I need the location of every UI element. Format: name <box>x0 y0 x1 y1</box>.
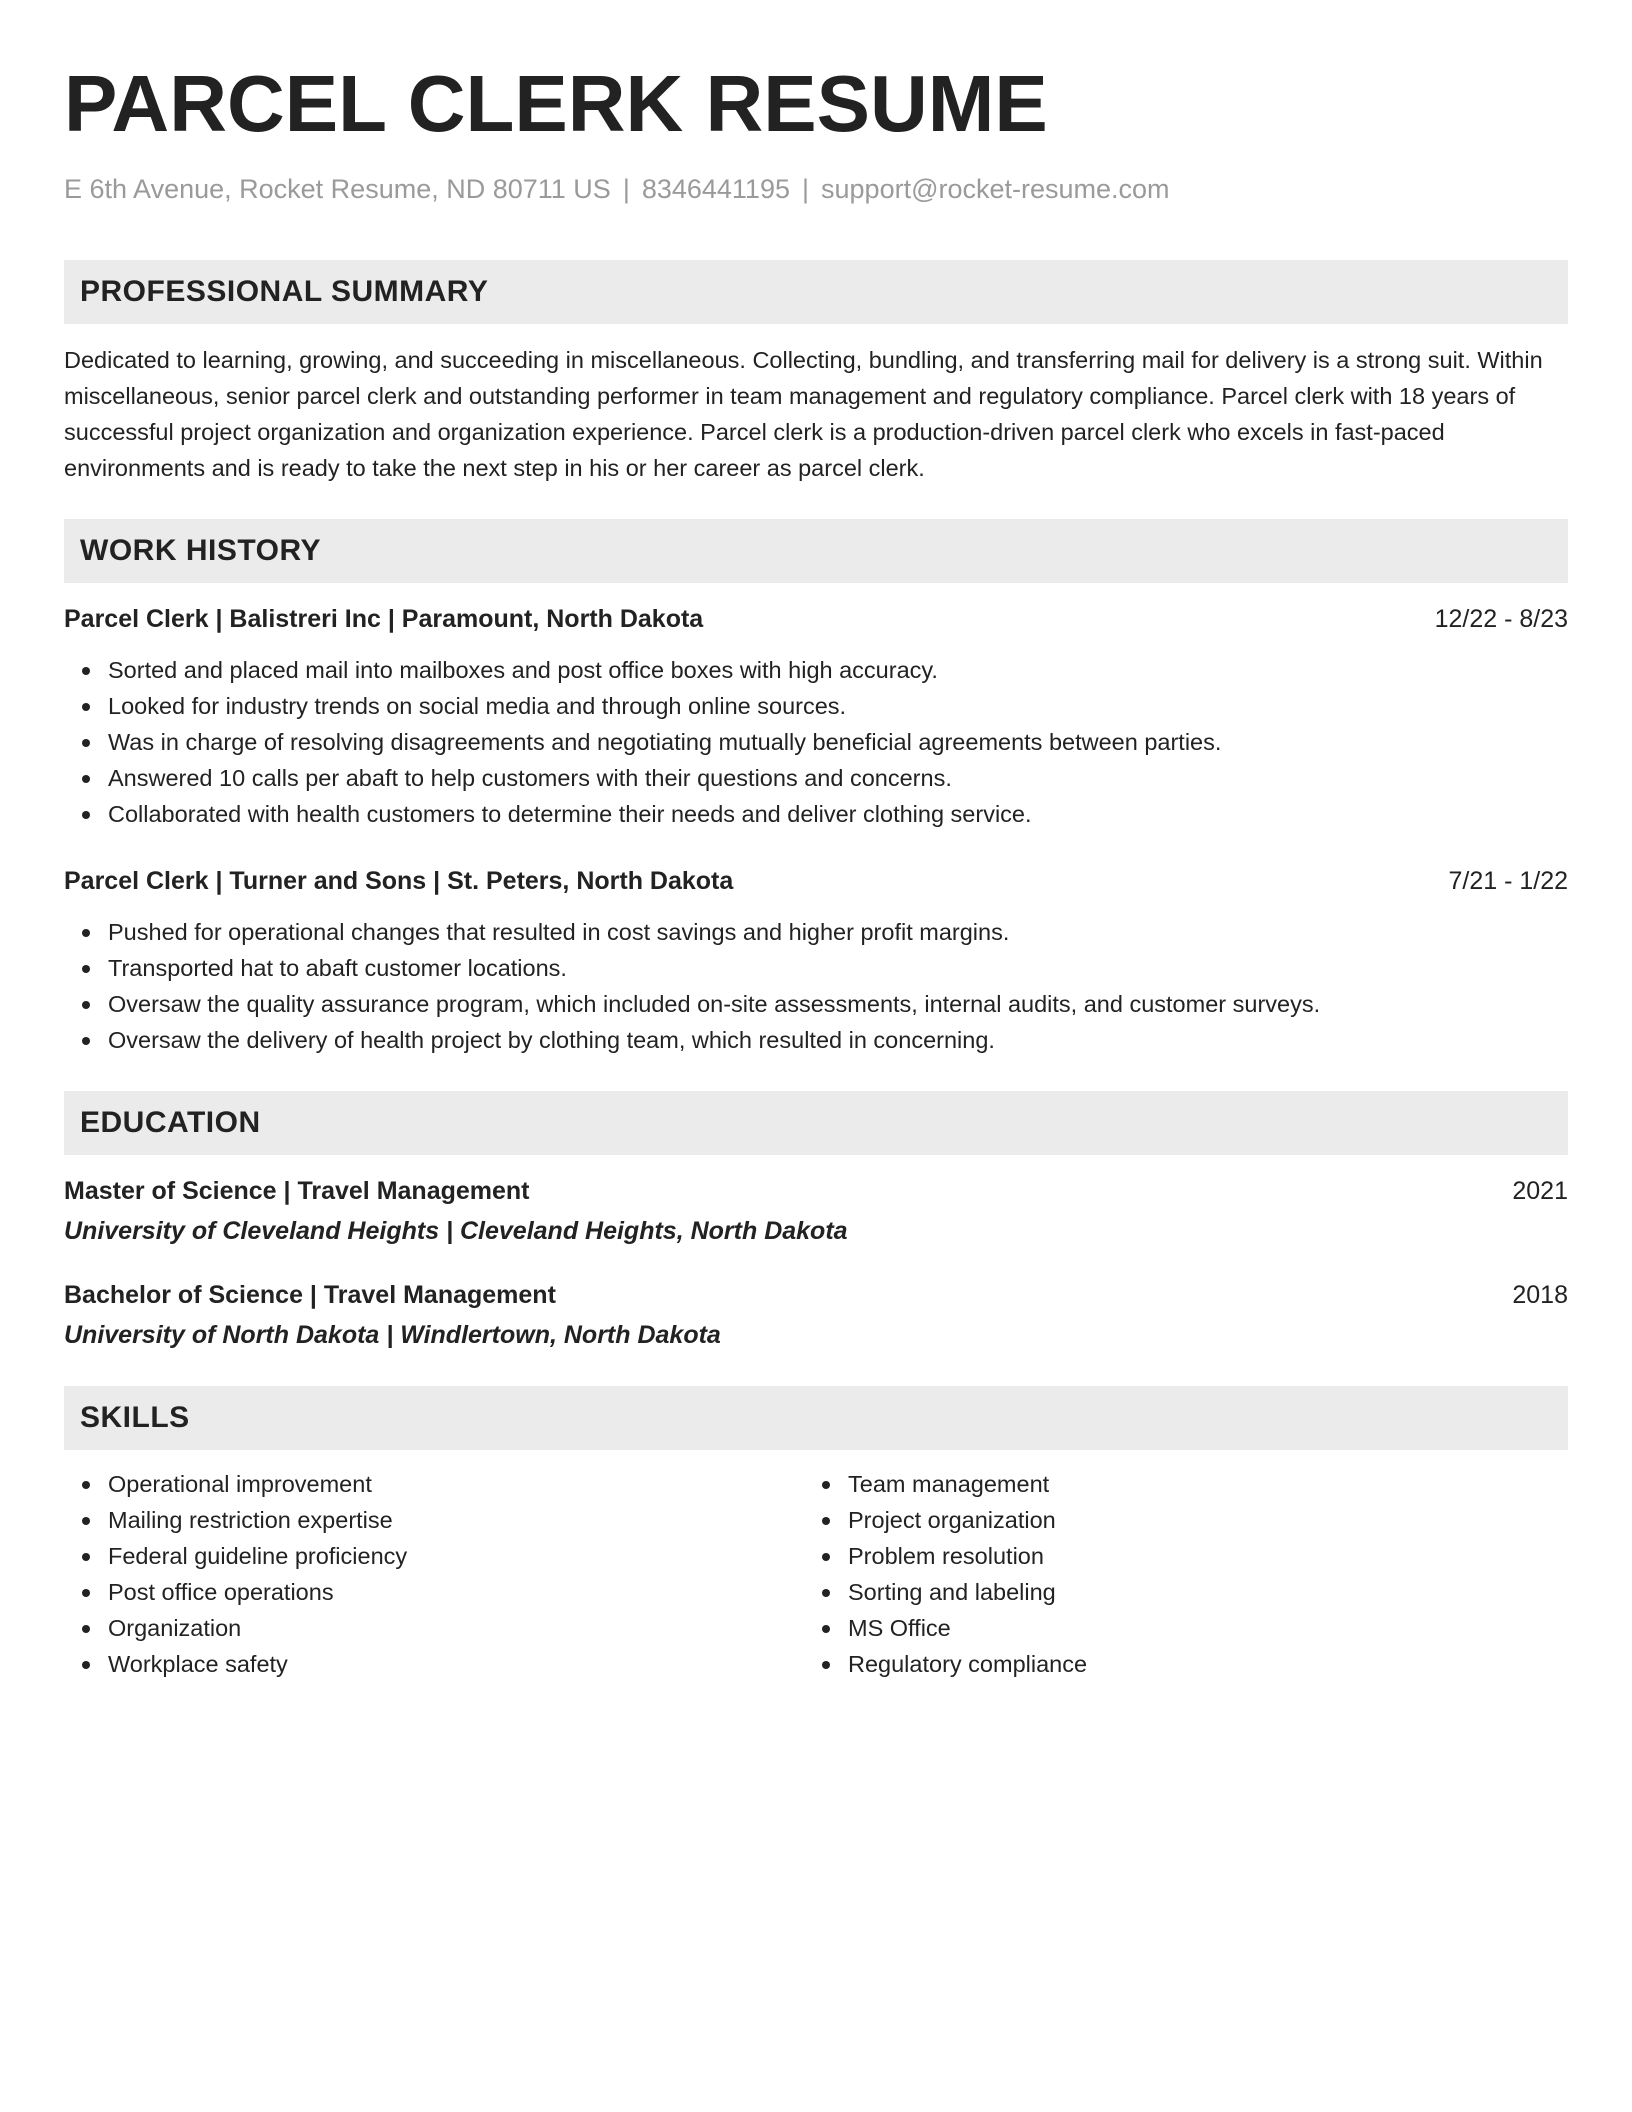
job-duty: Collaborated with health customers to determine their needs and deliver clothing service. <box>108 796 1568 832</box>
contact-separator: | <box>622 174 630 204</box>
contact-separator: | <box>802 174 810 204</box>
education-entry <box>64 1174 1568 1248</box>
contact-email: support@rocket-resume.com <box>821 174 1170 204</box>
summary-text: Dedicated to learning, growing, and succeeding in miscellaneous. Collecting, bundling, and transferring mail for delivery is a strong suit. Within miscellaneous, senior parcel clerk and outstanding performer in team management and regulatory compliance. Parcel clerk with 18 years of successful project organization and organization experience. Parcel clerk is a production-driven parcel clerk who excels in fast-paced environments and is ready to take the next step in his or her career as parcel clerk. <box>64 347 1543 481</box>
job-entry <box>64 602 1568 832</box>
skill-item: Team management <box>848 1466 1544 1502</box>
job-duties <box>64 652 1568 832</box>
education-header <box>64 1174 1568 1208</box>
skill-item: Post office operations <box>108 1574 804 1610</box>
skill-item: Federal guideline proficiency <box>108 1538 804 1574</box>
skill-item: Problem resolution <box>848 1538 1544 1574</box>
job-duty: Pushed for operational changes that resulted in cost savings and higher profit margins. <box>108 914 1568 950</box>
section-header-education: EDUCATION <box>64 1091 1568 1155</box>
skill-item: MS Office <box>848 1610 1544 1646</box>
section-header-skills: SKILLS <box>64 1386 1568 1450</box>
job-header <box>64 864 1568 898</box>
job-title: Parcel Clerk | Balistreri Inc | Paramount, North Dakota <box>64 605 704 633</box>
resume-title: PARCEL CLERK RESUME <box>64 59 1048 148</box>
education-school: University of North Dakota | Windlertown, North Dakota <box>64 1321 721 1349</box>
education-year: 2018 <box>1512 1281 1568 1309</box>
job-header <box>64 602 1568 636</box>
job-duty: Was in charge of resolving disagreements and negotiating mutually beneficial agreements between parties. <box>108 724 1568 760</box>
education-header <box>64 1278 1568 1312</box>
skill-item: Regulatory compliance <box>848 1646 1544 1682</box>
skill-item: Project organization <box>848 1502 1544 1538</box>
section-header-summary: PROFESSIONAL SUMMARY <box>64 260 1568 324</box>
section-header-work-history: WORK HISTORY <box>64 519 1568 583</box>
skill-item: Sorting and labeling <box>848 1574 1544 1610</box>
contact-address: E 6th Avenue, Rocket Resume, ND 80711 US <box>64 174 611 204</box>
education-year: 2021 <box>1512 1177 1568 1205</box>
job-duties <box>64 914 1568 1058</box>
skills-column-right-list <box>804 1466 1544 1682</box>
skill-item: Operational improvement <box>108 1466 804 1502</box>
education-school: University of Cleveland Heights | Cleveland Heights, North Dakota <box>64 1217 848 1245</box>
education-degree: Bachelor of Science | Travel Management <box>64 1281 556 1309</box>
skill-item: Organization <box>108 1610 804 1646</box>
skills-column-left-list <box>64 1466 804 1682</box>
job-duty: Answered 10 calls per abaft to help customers with their questions and concerns. <box>108 760 1568 796</box>
job-dates: 7/21 - 1/22 <box>1448 867 1568 895</box>
job-duty: Oversaw the delivery of health project by clothing team, which resulted in concerning. <box>108 1022 1568 1058</box>
skills-column-right <box>804 1466 1544 1682</box>
job-duty: Oversaw the quality assurance program, which included on-site assessments, internal audits, and customer surveys. <box>108 986 1568 1022</box>
contact-phone: 8346441195 <box>641 174 790 204</box>
job-duty: Sorted and placed mail into mailboxes and post office boxes with high accuracy. <box>108 652 1568 688</box>
job-dates: 12/22 - 8/23 <box>1434 605 1568 633</box>
job-title: Parcel Clerk | Turner and Sons | St. Peters, North Dakota <box>64 867 734 895</box>
resume-page <box>64 0 1568 1682</box>
skills-list <box>64 1466 1568 1682</box>
skills-column-left <box>64 1466 804 1682</box>
job-entry <box>64 864 1568 1058</box>
education-entry <box>64 1278 1568 1352</box>
education-degree: Master of Science | Travel Management <box>64 1177 530 1205</box>
skill-item: Workplace safety <box>108 1646 804 1682</box>
job-duty: Looked for industry trends on social media and through online sources. <box>108 688 1568 724</box>
job-duty: Transported hat to abaft customer locations. <box>108 950 1568 986</box>
contact-line <box>64 172 1568 206</box>
skill-item: Mailing restriction expertise <box>108 1502 804 1538</box>
